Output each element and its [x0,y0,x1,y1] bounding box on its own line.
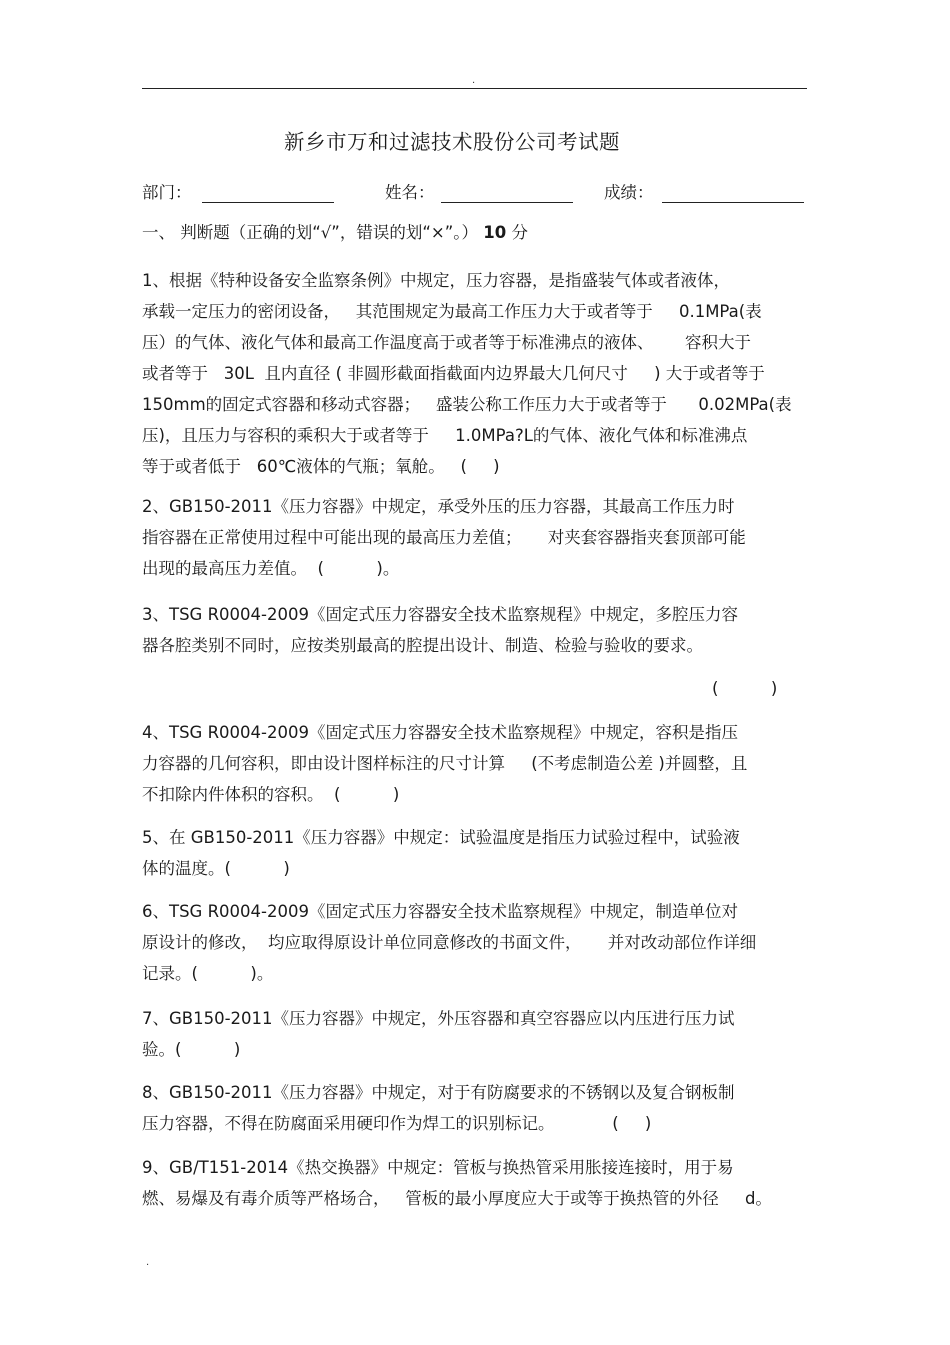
question-line: 2、GB150-2011《压力容器》中规定，承受外压的压力容器，其最高工作压力时 [142,497,735,516]
question-5 [142,822,807,884]
question-line: 力容器的几何容积，即由设计图样标注的尺寸计算 (不考虑制造公差 )并圆整，且 [142,754,748,773]
question-line: 承载一定压力的密闭设备， 其范围规定为最高工作压力大于或者等于 0.1MPa(表 [142,302,762,321]
question-9 [142,1152,807,1214]
question-line: 压）的气体、液化气体和最高工作温度高于或者等于标准沸点的液体、 容积大于 [142,333,751,352]
page-title: 新乡市万和过滤技术股份公司考试题 [284,130,620,154]
section-heading [142,220,807,246]
question-line: 5、在 GB150-2011《压力容器》中规定：试验温度是指压力试验过程中，试验液 [142,828,740,847]
question-line: 1、根据《特种设备安全监察条例》中规定，压力容器，是指盛装气体或者液体， [142,271,730,290]
question-4 [142,717,807,810]
name-label: 姓名： [385,183,435,202]
question-2 [142,491,807,584]
name-blank[interactable] [441,202,573,203]
section-points-unit: 分 [506,223,528,242]
question-line: 出现的最高压力差值。 ( )。 [142,559,400,578]
question-line: 8、GB150-2011《压力容器》中规定，对于有防腐要求的不锈钢以及复合钢板制 [142,1083,735,1102]
question-6 [142,896,807,989]
question-line: 不扣除内件体积的容积。 ( ) [142,785,400,804]
section-heading-text: 一、 判断题（正确的划“√”，错误的划“×”。） [142,223,479,242]
question-line: 器各腔类别不同时，应按类别最高的腔提出设计、制造、检验与验收的要求。 [142,636,703,655]
question-1 [142,265,807,482]
question-8 [142,1077,807,1139]
question-line: 7、GB150-2011《压力容器》中规定，外压容器和真空容器应以内压进行压力试 [142,1009,735,1028]
question-line: 压力容器，不得在防腐面采用硬印作为焊工的识别标记。 ( ) [142,1114,652,1133]
question-line: 压)，且压力与容积的乘积大于或者等于 1.0MPa?L的气体、液化气体和标准沸点 [142,426,748,445]
question-line: 3、TSG R0004-2009《固定式压力容器安全技术监察规程》中规定，多腔压力容 [142,605,738,624]
question-line: 9、GB/T151-2014《热交换器》中规定：管板与换热管采用胀接连接时，用于易 [142,1158,734,1177]
header-rule [142,88,807,89]
question-line: 6、TSG R0004-2009《固定式压力容器安全技术监察规程》中规定，制造单位对 [142,902,738,921]
question-3-answer-blank[interactable]: ( ) [712,679,778,698]
question-7 [142,1003,807,1065]
question-line: 或者等于 30L 且内直径 ( 非圆形截面指截面内边界最大几何尺寸 ) 大于或者等于 [142,364,765,383]
question-line: 指容器在正常使用过程中可能出现的最高压力差值； 对夹套容器指夹套顶部可能 [142,528,746,547]
footer-dot: . [146,1257,150,1268]
info-row [142,181,807,207]
score-label: 成绩： [604,183,654,202]
question-line: 150mm的固定式容器和移动式容器； 盛装公称工作压力大于或者等于 0.02MPa(表 [142,395,792,414]
section-points: 10 [483,223,507,242]
question-line: 体的温度。( ) [142,859,290,878]
question-line: 记录。( )。 [142,964,274,983]
department-blank[interactable] [202,202,334,203]
question-line: 等于或者低于 60℃液体的气瓶；氧舱。 ( ) [142,457,500,476]
question-line: 燃、易爆及有毒介质等严格场合， 管板的最小厚度应大于或等于换热管的外径 d。 [142,1189,772,1208]
score-blank[interactable] [662,202,804,203]
department-label: 部门： [142,183,192,202]
question-line: 原设计的修改， 均应取得原设计单位同意修改的书面文件， 并对改动部位作详细 [142,933,757,952]
question-line: 验。( ) [142,1040,241,1059]
header-dot: . [472,75,476,86]
question-3 [142,599,807,661]
question-line: 4、TSG R0004-2009《固定式压力容器安全技术监察规程》中规定，容积是指压 [142,723,738,742]
